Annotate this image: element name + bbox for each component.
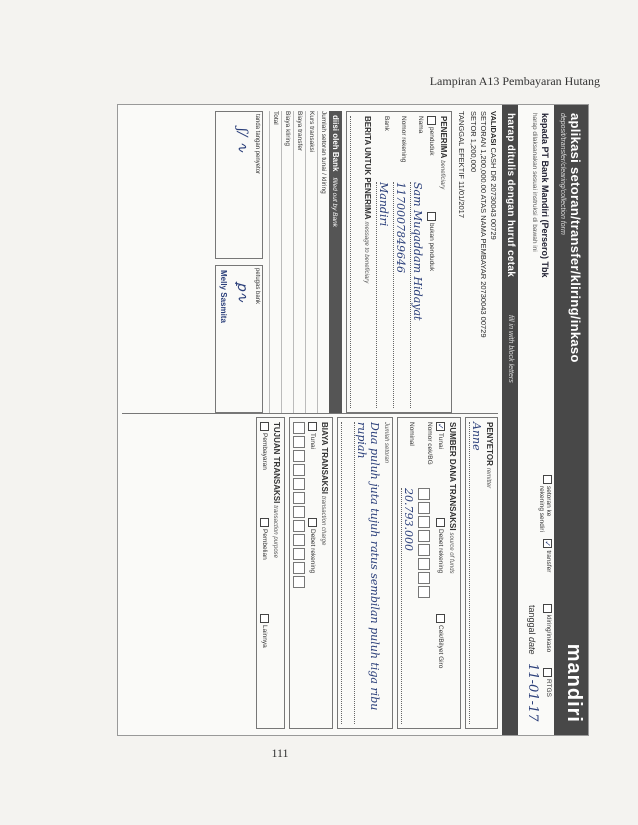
purpose-options <box>260 422 269 724</box>
form-subtitle: deposit/transfer/clearing/collection form <box>559 113 566 235</box>
amount-in-words-field[interactable]: Dua puluh juta tujuh ratus sembilan puluh tiga ribu rupiah <box>354 422 381 724</box>
bank-instruction: harap dilaksanakan sesuai instruksi di bawah ini <box>531 113 538 252</box>
page-number: 111 <box>271 746 289 760</box>
right-column <box>122 417 498 729</box>
bank-line: Biaya transfer <box>293 111 305 413</box>
checkbox[interactable] <box>543 604 552 613</box>
bank-use-band <box>329 111 342 413</box>
nominal-field[interactable]: 20.793.000 <box>401 488 415 724</box>
checkbox[interactable] <box>543 475 552 484</box>
remitter-signature-box[interactable] <box>215 111 263 259</box>
transaction-purpose-section <box>256 417 285 729</box>
checkbox[interactable] <box>308 518 317 527</box>
beneficiary-bank-field[interactable]: Mandiri <box>376 182 390 408</box>
form-title-band <box>554 105 588 735</box>
validation-line-3: SETOR 1,200,000 <box>469 111 478 173</box>
checkbox-checked[interactable] <box>436 422 445 431</box>
checkbox[interactable] <box>260 422 269 431</box>
source-of-funds-section <box>397 417 461 729</box>
beneficiary-account-field[interactable]: 1170007849646 <box>393 182 407 408</box>
type-option[interactable]: setoran ke rekening sendiri <box>538 475 552 537</box>
validation-line-1: CASH DR 20730043 00729 <box>489 147 498 240</box>
deposit-form <box>118 105 588 735</box>
field-label: Nomor rekening <box>400 116 407 163</box>
effective-date-value: 11/01/2017 <box>457 181 466 219</box>
transaction-charge-section <box>289 417 333 729</box>
bank-use-title: diisi oleh Bank <box>331 115 340 172</box>
bank-address-block <box>531 113 550 473</box>
bank-name: kepada PT Bank Mandiri (Persero) Tbk <box>540 113 550 278</box>
date-label: tanggal <box>527 605 537 635</box>
purpose-title: TUJUAN TRANSAKSI <box>272 422 281 504</box>
page-header: Lampiran A13 Pembayaran Hutang <box>429 74 600 88</box>
charge-options <box>308 422 317 724</box>
type-option[interactable]: ✓ transfer <box>538 539 552 601</box>
checkbox[interactable] <box>260 518 269 527</box>
message-title: BERITA UNTUK PENERIMA <box>363 116 372 220</box>
instruction-bar <box>502 105 518 735</box>
message-subtitle: message to beneficiary <box>363 221 369 284</box>
checkbox[interactable] <box>543 668 552 677</box>
source-option-cheque[interactable]: Cek/Bilyet Giro <box>436 614 445 704</box>
amount-in-words-section <box>337 417 393 729</box>
purpose-subtitle: transaction purpose <box>272 505 278 558</box>
bank-use-subtitle: filled out by Bank <box>331 177 338 227</box>
beneficiary-section <box>346 111 452 413</box>
date-block <box>525 605 540 722</box>
transaction-type-row <box>538 475 552 730</box>
beneficiary-name-row <box>410 116 424 408</box>
checkbox-checked[interactable] <box>543 539 552 548</box>
charge-option-debit[interactable]: Debet rekening <box>308 518 317 608</box>
form-title: aplikasi setoran/transfer/kliring/inkaso <box>568 113 583 363</box>
signature-area <box>215 111 263 413</box>
amount-in-words-line <box>341 422 354 724</box>
bank-line: Total <box>269 111 281 413</box>
remitter-name-field[interactable]: Anne <box>469 422 483 724</box>
checkbox[interactable] <box>436 614 445 623</box>
cheque-number-boxes[interactable] <box>418 488 430 598</box>
bank-line: Kurs transaksi <box>305 111 317 413</box>
date-value[interactable]: 11-01-17 <box>525 663 540 722</box>
teller-stamp: Melly Sasmita <box>219 270 228 323</box>
residency-options <box>427 116 436 408</box>
nominal-row <box>401 422 415 724</box>
checkbox[interactable] <box>260 614 269 623</box>
amount-in-words-label: Jumlah setoran <box>383 422 389 464</box>
beneficiary-subtitle: beneficiary <box>439 160 445 190</box>
purpose-option[interactable]: Lainnya <box>260 614 269 704</box>
validation-label: VALIDASI <box>489 111 498 146</box>
source-option-debit[interactable]: Debet rekening <box>436 518 445 608</box>
checkbox[interactable] <box>427 116 436 125</box>
residency-option[interactable]: penduduk <box>427 116 436 206</box>
field-label: Nomor cek/BG <box>426 422 433 465</box>
field-label: Nama <box>417 116 424 134</box>
effective-date-label: TANGGAL EFEKTIF <box>457 111 466 179</box>
left-column <box>122 111 498 414</box>
source-title: SUMBER DANA TRANSAKSI <box>448 422 457 531</box>
instruction-text: harap ditulis dengan huruf cetak <box>505 113 516 278</box>
bank-line: Jumlah setoran tunai / kliring <box>317 111 329 413</box>
teller-signature-box[interactable] <box>215 265 263 413</box>
validation-block <box>456 111 498 413</box>
remitter-subtitle: remitter <box>485 467 491 489</box>
remitter-section <box>465 417 498 729</box>
field-label: Bank <box>383 116 390 131</box>
source-options <box>436 422 445 724</box>
signature-label: petugas bank <box>254 268 260 305</box>
purpose-option[interactable]: Pembelian <box>260 518 269 608</box>
checkbox[interactable] <box>427 212 436 221</box>
remitter-title: PENYETOR <box>485 422 494 466</box>
beneficiary-bank-row <box>376 116 390 408</box>
signature-label: tanda tangan penyetor <box>254 114 260 175</box>
source-option-cash[interactable]: ✓ Tunai <box>436 422 445 512</box>
charge-account-boxes[interactable] <box>293 422 305 724</box>
bank-line: Biaya kliring <box>281 111 293 413</box>
residency-option[interactable]: bukan penduduk <box>427 212 436 302</box>
field-label: Nominal <box>408 422 415 446</box>
teller-signature: ꝑ∿ <box>234 282 250 303</box>
checkbox[interactable] <box>308 422 317 431</box>
charge-option-cash[interactable]: Tunai <box>308 422 317 512</box>
type-option[interactable]: kliring/inkaso <box>538 604 552 666</box>
remitter-signature: ʃ∕ ∿ <box>234 128 250 153</box>
beneficiary-account-row <box>393 116 407 408</box>
beneficiary-title: PENERIMA <box>439 116 448 159</box>
validation-line-2: SETORAN 1,200,000.00 ATAS NAMA PEMBAYAR 20730043 00729 <box>479 111 488 338</box>
charge-subtitle: transaction charge <box>320 495 326 546</box>
date-label-en: date <box>527 637 537 655</box>
type-option[interactable]: RTGS <box>538 668 552 730</box>
mandiri-logo: mandiri <box>563 643 585 723</box>
checkbox[interactable] <box>436 518 445 527</box>
message-field[interactable] <box>350 116 363 408</box>
instruction-text-en: fill in with block letters <box>507 315 514 383</box>
cheque-number-row <box>418 422 433 724</box>
deposit-form-scan <box>117 104 589 736</box>
source-subtitle: source of funds <box>448 532 454 574</box>
beneficiary-name-field[interactable]: Sam Muqaddam Hidayat <box>410 182 424 408</box>
charge-title: BIAYA TRANSAKSI <box>320 422 329 495</box>
purpose-option[interactable]: Pembayaran <box>260 422 269 512</box>
